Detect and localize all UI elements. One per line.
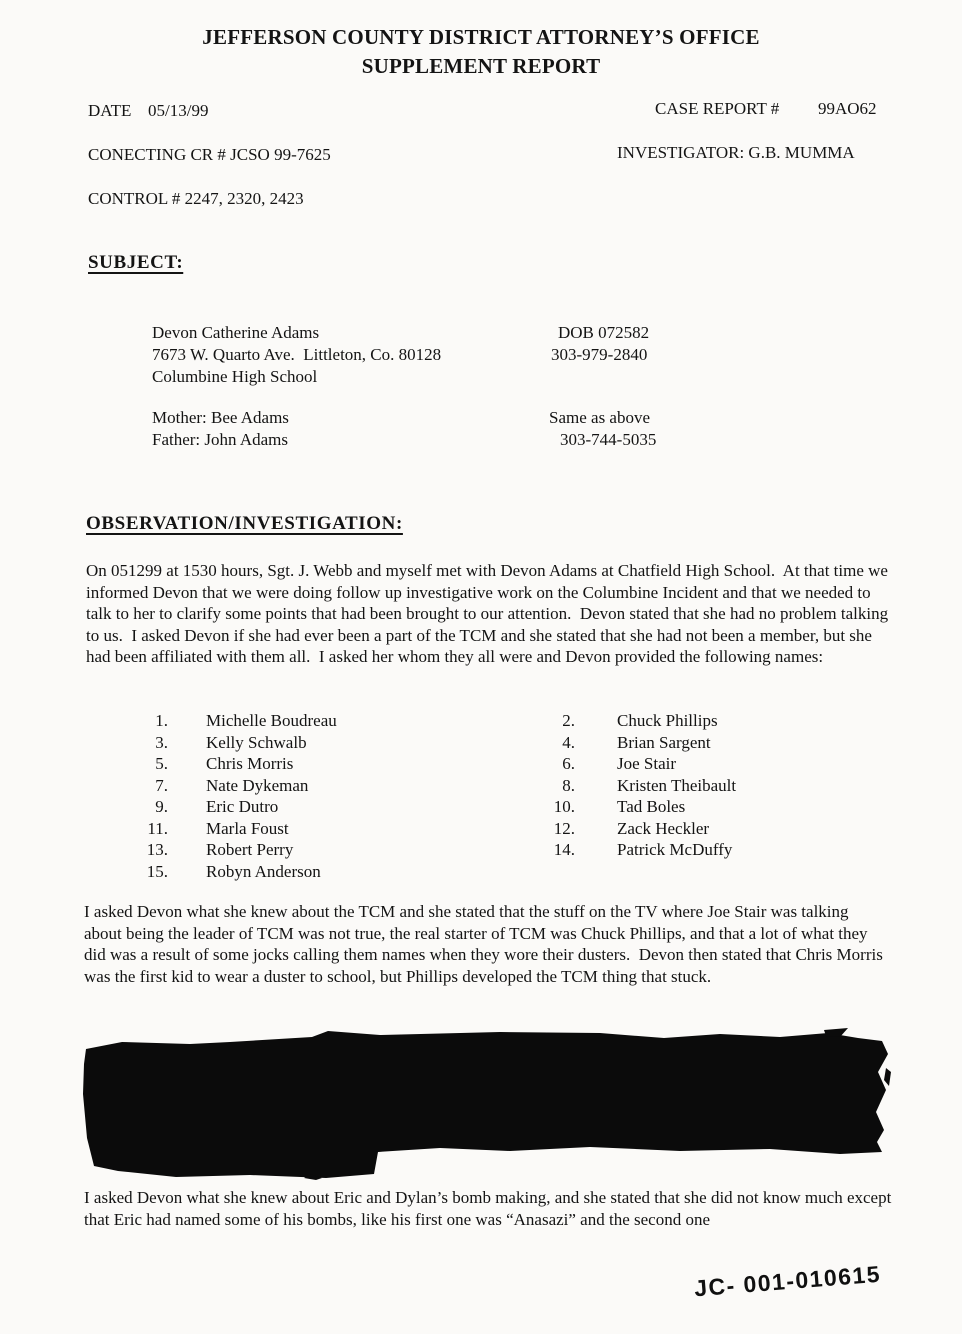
mother-line: Mother: Bee Adams	[152, 408, 289, 427]
roster-name-right: Brian Sargent	[617, 732, 711, 752]
subject-name: Devon Catherine Adams	[152, 323, 320, 342]
roster-name-left: Nate Dykeman	[206, 775, 309, 795]
roster-number-right: 4.	[562, 732, 575, 752]
subject-heading: SUBJECT:	[88, 252, 184, 273]
report-title-line2: SUPPLEMENT REPORT	[361, 54, 601, 78]
observation-heading: OBSERVATION/INVESTIGATION:	[86, 513, 403, 534]
roster-number-left: 9.	[155, 797, 168, 816]
roster-number-right: 12.	[553, 818, 575, 838]
roster-number-right: 8.	[562, 775, 575, 795]
roster-number-right: 14.	[553, 840, 575, 859]
roster-number-right: 10.	[553, 797, 575, 816]
roster-number-left: 7.	[155, 775, 168, 795]
roster-number-left: 15.	[146, 861, 168, 881]
roster-number-left: 13.	[146, 840, 168, 859]
roster-name-left: Eric Dutro	[206, 797, 279, 816]
roster-name-left: Robyn Anderson	[206, 861, 321, 881]
roster-name-left: Kelly Schwalb	[206, 732, 307, 752]
roster-name-right: Joe Stair	[617, 754, 677, 773]
roster-number-right: 2.	[562, 711, 575, 730]
roster-name-right: Chuck Phillips	[617, 711, 718, 730]
roster-name-right: Zack Heckler	[617, 818, 710, 838]
redaction-block	[80, 1028, 892, 1180]
observation-paragraph-1: On 051299 at 1530 hours, Sgt. J. Webb and myself met with Devon Adams at Chatfield High School. At that time we informed Devon that we were doing follow up investigative work on the Columbine Incident and that we needed to talk to her to clarify some points that had been brought to our attention. Devon stated that she had no problem talking to us. I asked Devon if she had ever been a part of the TCM and she stated that she had not been a member, but she had been affiliated with them all. I asked her whom they all were and Devon provided the following names:	[86, 561, 893, 666]
mother-phone: Same as above	[549, 408, 651, 427]
subject-address: 7673 W. Quarto Ave. Littleton, Co. 80128	[152, 345, 442, 364]
roster-name-right: Kristen Theibault	[617, 775, 737, 795]
investigator-line: INVESTIGATOR: G.B. MUMMA	[617, 143, 855, 162]
roster-number-left: 3.	[155, 732, 168, 752]
control-line: CONTROL # 2247, 2320, 2423	[88, 189, 304, 208]
roster-name-right	[575, 861, 826, 883]
redaction-marker-shape	[80, 1028, 892, 1180]
roster-number-right	[488, 861, 575, 883]
roster-name-left: Chris Morris	[206, 754, 294, 773]
roster-name-left: Marla Foust	[206, 818, 289, 838]
roster-name-left: Michelle Boudreau	[206, 711, 337, 730]
subject-dob: DOB 072582	[558, 323, 650, 342]
subject-school: Columbine High School	[152, 367, 318, 386]
father-phone: 303-744-5035	[560, 430, 657, 449]
bates-stamp: JC- 001-010615	[693, 1260, 882, 1302]
observation-paragraph-3: I asked Devon what she knew about Eric and Dylan’s bomb making, and she stated that she did not know much except that Eric had named some of his bombs, like his first one was “Anasazi” and the second one	[84, 1188, 896, 1229]
report-title-line1: JEFFERSON COUNTY DISTRICT ATTORNEY’S OFFICE	[202, 25, 760, 49]
father-line: Father: John Adams	[152, 430, 288, 449]
roster-list	[86, 710, 826, 882]
roster-number-left: 5.	[155, 754, 168, 773]
roster-name-right: Patrick McDuffy	[617, 840, 733, 859]
date-label: DATE	[88, 101, 132, 120]
roster-number-left: 11.	[147, 818, 168, 838]
date-value: 05/13/99	[148, 101, 209, 120]
case-report-label: CASE REPORT #	[655, 99, 780, 118]
roster-name-right: Tad Boles	[617, 797, 686, 816]
subject-phone: 303-979-2840	[551, 345, 648, 364]
case-report-value: 99AO62	[818, 99, 877, 118]
roster-number-left: 1.	[155, 711, 168, 730]
roster-number-right: 6.	[562, 754, 575, 773]
observation-paragraph-2: I asked Devon what she knew about the TCM and she stated that the stuff on the TV where Joe Stair was talking about being the leader of TCM was not true, the real starter of TCM was Chuck Phillips, and that a lot of what they did was a result of some jocks calling them names when they wore their dusters. Devon then stated that Chris Morris was the first kid to wear a duster to school, but Phillips developed the TCM thing that stuck.	[84, 902, 888, 986]
connecting-cr-line: CONECTING CR # JCSO 99-7625	[88, 145, 331, 164]
roster-name-left: Robert Perry	[206, 840, 294, 859]
